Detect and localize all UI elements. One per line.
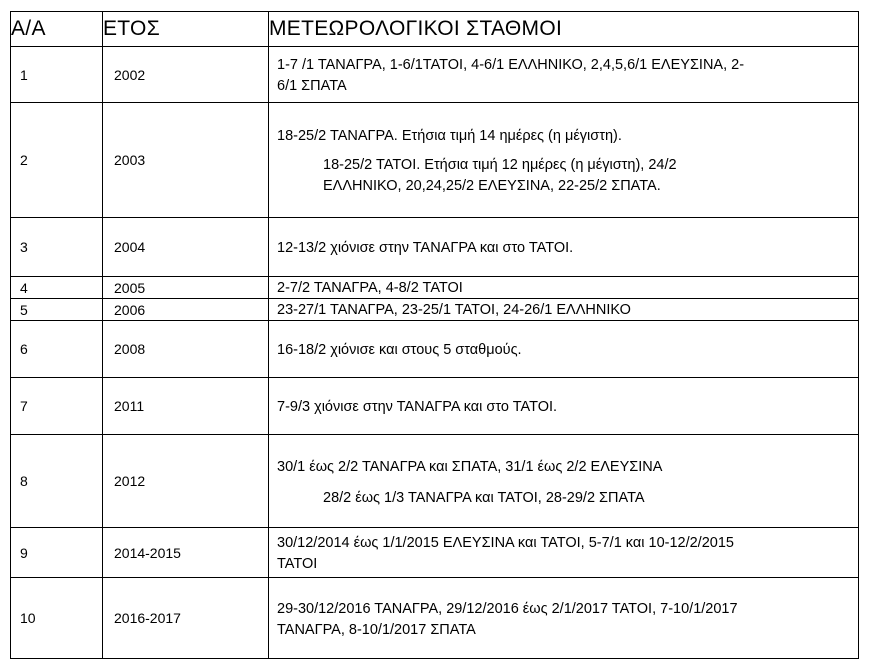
row-year: 2004: [103, 218, 269, 277]
row-year: 2012: [103, 435, 269, 528]
row-number: 5: [11, 299, 103, 321]
header-aa: Α/Α: [11, 12, 103, 47]
stations-line: 28/2 έως 1/3 ΤΑΝΑΓΡΑ και ΤΑΤΟΙ, 28-29/2 ΣΠΑΤΑ: [323, 489, 645, 506]
table-row: [11, 47, 859, 103]
row-stations: [269, 378, 859, 435]
table-row: [11, 435, 859, 528]
row-year: 2002: [103, 47, 269, 103]
row-stations: [269, 321, 859, 378]
row-number: 10: [11, 578, 103, 659]
table-row: [11, 103, 859, 218]
row-year: 2016-2017: [103, 578, 269, 659]
table-header-row: [11, 12, 859, 47]
table-row: [11, 218, 859, 277]
row-stations: [269, 528, 859, 578]
stations-line: 23-27/1 ΤΑΝΑΓΡΑ, 23-25/1 ΤΑΤΟΙ, 24-26/1 ΕΛΛΗΝΙΚΟ: [277, 301, 631, 318]
row-stations: [269, 299, 859, 321]
stations-line: ΕΛΛΗΝΙΚΟ, 20,24,25/2 ΕΛΕΥΣΙΝΑ, 22-25/2 ΣΠΑΤΑ.: [323, 178, 661, 194]
stations-line: 12-13/2 χιόνισε στην ΤΑΝΑΓΡΑ και στο ΤΑΤΟΙ.: [277, 240, 574, 256]
row-number: 4: [11, 277, 103, 299]
snow-events-table: [10, 11, 859, 659]
stations-line: 2-7/2 ΤΑΝΑΓΡΑ, 4-8/2 ΤΑΤΟΙ: [277, 279, 463, 296]
row-year: 2005: [103, 277, 269, 299]
row-year: 2011: [103, 378, 269, 435]
stations-line: ΤΑΤΟΙ: [277, 556, 318, 572]
table-row: [11, 277, 859, 299]
row-number: 9: [11, 528, 103, 578]
stations-line: 6/1 ΣΠΑΤΑ: [277, 78, 347, 94]
row-number: 1: [11, 47, 103, 103]
stations-line: 7-9/3 χιόνισε στην ΤΑΝΑΓΡΑ και στο ΤΑΤΟΙ.: [277, 399, 558, 415]
row-number: 2: [11, 103, 103, 218]
table-row: [11, 299, 859, 321]
stations-line: 29-30/12/2016 ΤΑΝΑΓΡΑ, 29/12/2016 έως 2/1/2017 ΤΑΤΟΙ, 7-10/1/2017: [277, 600, 738, 617]
table-row: [11, 378, 859, 435]
stations-line: 18-25/2 ΤΑΝΑΓΡΑ. Ετήσια τιμή 14 ημέρες (η μέγιστη).: [277, 128, 622, 144]
stations-line: 18-25/2 ΤΑΤΟΙ. Ετήσια τιμή 12 ημέρες (η μέγιστη), 24/2: [323, 157, 677, 173]
row-stations: [269, 103, 859, 218]
stations-line: 1-7 /1 ΤΑΝΑΓΡΑ, 1-6/1ΤΑΤΟΙ, 4-6/1 ΕΛΛΗΝΙΚΟ, 2,4,5,6/1 ΕΛΕΥΣΙΝΑ, 2-: [277, 57, 745, 73]
header-year: ΕΤΟΣ: [103, 12, 269, 47]
row-year: 2006: [103, 299, 269, 321]
table-row: [11, 321, 859, 378]
row-stations: [269, 47, 859, 103]
row-stations: [269, 578, 859, 659]
row-number: 7: [11, 378, 103, 435]
row-year: 2014-2015: [103, 528, 269, 578]
table-row: [11, 528, 859, 578]
stations-line: ΤΑΝΑΓΡΑ, 8-10/1/2017 ΣΠΑΤΑ: [277, 621, 476, 638]
row-number: 8: [11, 435, 103, 528]
stations-line: 30/1 έως 2/2 ΤΑΝΑΓΡΑ και ΣΠΑΤΑ, 31/1 έως 2/2 ΕΛΕΥΣΙΝΑ: [277, 458, 663, 475]
row-number: 3: [11, 218, 103, 277]
header-stations: ΜΕΤΕΩΡΟΛΟΓΙΚΟΙ ΣΤΑΘΜΟΙ: [269, 12, 859, 47]
row-stations: [269, 435, 859, 528]
row-year: 2003: [103, 103, 269, 218]
row-number: 6: [11, 321, 103, 378]
row-stations: [269, 277, 859, 299]
row-stations: [269, 218, 859, 277]
stations-line: 16-18/2 χιόνισε και στους 5 σταθμούς.: [277, 342, 522, 358]
stations-line: 30/12/2014 έως 1/1/2015 ΕΛΕΥΣΙΝΑ και ΤΑΤΟΙ, 5-7/1 και 10-12/2/2015: [277, 535, 734, 551]
table-row: [11, 578, 859, 659]
row-year: 2008: [103, 321, 269, 378]
